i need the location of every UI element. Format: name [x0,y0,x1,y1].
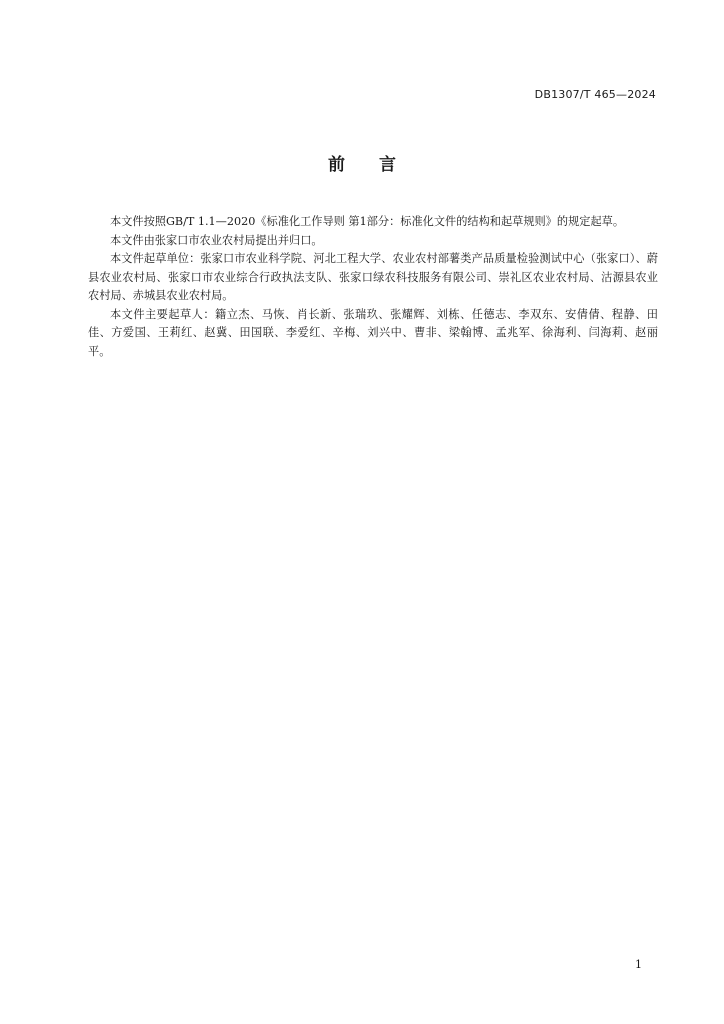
document-code: DB1307/T 465—2024 [534,88,656,101]
paragraph-proposer: 本文件由张家口市农业农村局提出并归口。 [110,233,323,247]
page-number: 1 [635,958,642,971]
page-title: 前言 [328,155,430,175]
paragraph-drafters: 本文件主要起草人：籍立杰、马恢、肖长新、张瑞玖、张耀辉、刘栋、任德志、李双东、安倩倩、程静、田佳、方爱国、王莉红、赵冀、田国联、李爱红、辛梅、刘兴中、曹非、梁翰博、孟兆军、徐海利、闫海莉、赵丽平。 [88,307,658,358]
paragraph-drafting-rules: 本文件按照GB/T 1.1—2020《标准化工作导则 第1部分：标准化文件的结构和起草规则》的规定起草。 [110,215,625,228]
preface-body [88,213,658,361]
paragraph-drafting-units: 本文件起草单位：张家口市农业科学院、河北工程大学、农业农村部薯类产品质量检验测试中心（张家口）、蔚县农业农村局、张家口市农业综合行政执法支队、张家口绿农科技服务有限公司、崇礼区农业农村局、沽源县农业农村局、赤城县农业农村局。 [88,252,658,302]
